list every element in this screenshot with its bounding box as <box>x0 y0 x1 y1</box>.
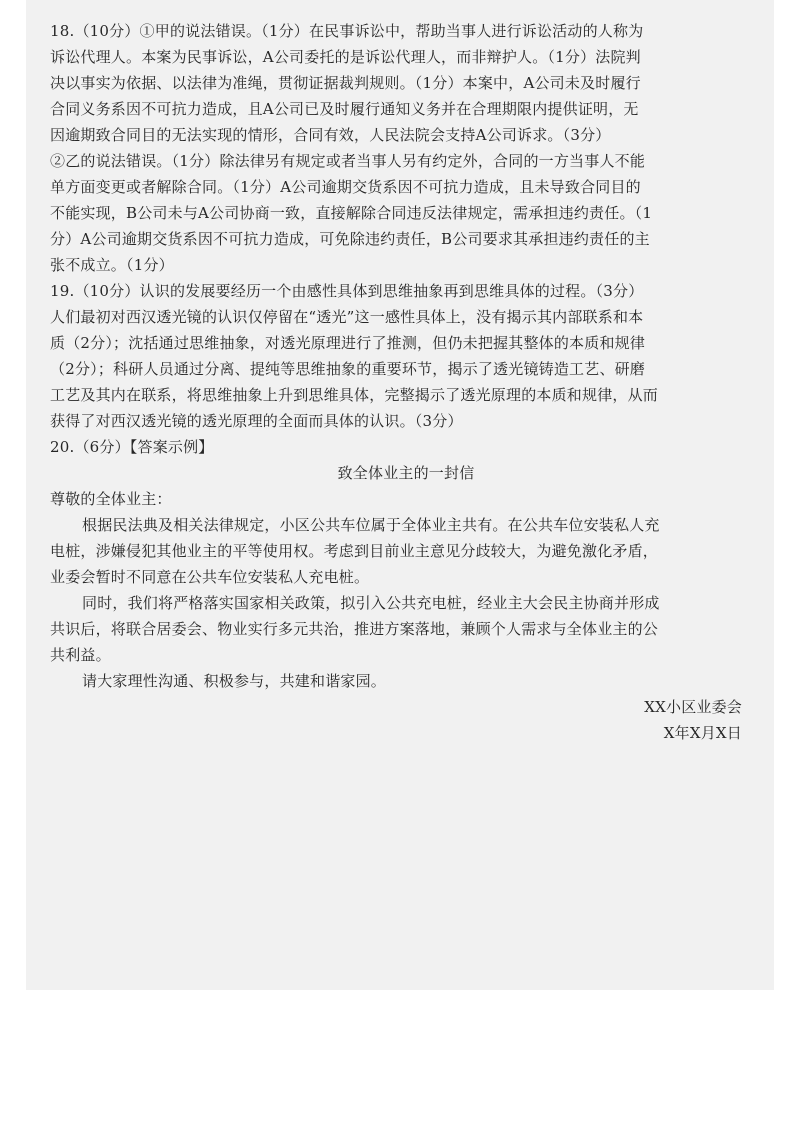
letter-paragraph-2 <box>50 590 762 668</box>
letter-salutation: 尊敬的全体业主： <box>50 490 172 508</box>
answer-18-line: ②乙的说法错误。（1分）除法律另有规定或者当事人另有约定外，合同的一方当事人不能 <box>50 152 646 170</box>
answer-19-line: 工艺及其内在联系，将思维抽象上升到思维具体，完整揭示了透光原理的本质和规律，从而 <box>50 386 659 404</box>
answer-18 <box>50 18 762 278</box>
letter-line: 根据民法典及相关法律规定，小区公共车位属于全体业主共有。在公共车位安装私人充 <box>82 516 660 534</box>
answer-19 <box>50 278 762 434</box>
letter-signature: XX小区业委会 <box>644 698 742 716</box>
letter-line: 共利益。 <box>50 646 111 664</box>
answer-20-heading: 20.（6分）【答案示例】 <box>50 438 214 456</box>
letter-line: 同时，我们将严格落实国家相关政策，拟引入公共充电桩，经业主大会民主协商并形成 <box>82 594 660 612</box>
answer-20 <box>50 434 762 746</box>
answer-19-line: 获得了对西汉透光镜的透光原理的全面而具体的认识。（3分） <box>50 412 463 430</box>
answer-18-line: 决以事实为依据、以法律为准绳，贯彻证据裁判规则。（1分）本案中，A公司未及时履行 <box>50 74 641 92</box>
answer-18-line: 分）A公司逾期交货系因不可抗力造成，可免除违约责任，B公司要求其承担违约责任的主 <box>50 230 650 248</box>
answer-18-line: 不能实现，B公司未与A公司协商一致，直接解除合同违反法律规定，需承担违约责任。（1 <box>50 204 653 222</box>
answer-18-line: 因逾期致合同目的无法实现的情形，合同有效，人民法院会支持A公司诉求。（3分） <box>50 126 611 144</box>
letter-line: 共识后，将联合居委会、物业实行多元共治，推进方案落地，兼顾个人需求与全体业主的公 <box>50 620 659 638</box>
answer-18-line: 张不成立。（1分） <box>50 256 174 274</box>
letter-paragraph-3 <box>50 668 762 694</box>
letter-date: X年X月X日 <box>663 724 742 742</box>
answer-19-line: 19.（10分）认识的发展要经历一个由感性具体到思维抽象再到思维具体的过程。（3分） <box>50 282 644 300</box>
letter-line: 请大家理性沟通、积极参与，共建和谐家园。 <box>82 672 387 690</box>
letter-paragraph-1 <box>50 512 762 590</box>
letter-title: 致全体业主的一封信 <box>337 464 475 482</box>
answer-18-line: 诉讼代理人。本案为民事诉讼，A公司委托的是诉讼代理人，而非辩护人。（1分）法院判 <box>50 48 641 66</box>
answer-19-line: 质（2分）；沈括通过思维抽象，对透光原理进行了推测，但仍未把握其整体的本质和规律 <box>50 334 646 352</box>
answer-18-line: 18.（10分）①甲的说法错误。（1分）在民事诉讼中，帮助当事人进行诉讼活动的人称为 <box>50 22 644 40</box>
answer-19-line: 人们最初对西汉透光镜的认识仅停留在“透光”这一感性具体上，没有揭示其内部联系和本 <box>50 308 644 326</box>
answer-19-line: （2分）；科研人员通过分离、提纯等思维抽象的重要环节，揭示了透光镜铸造工艺、研磨 <box>50 360 646 378</box>
answer-18-line: 合同义务系因不可抗力造成，且A公司已及时履行通知义务并在合理期限内提供证明，无 <box>50 100 639 118</box>
letter-line: 业委会暂时不同意在公共车位安装私人充电桩。 <box>50 568 370 586</box>
answer-content <box>50 18 762 746</box>
letter-line: 电桩，涉嫌侵犯其他业主的平等使用权。考虑到目前业主意见分歧较大，为避免激化矛盾， <box>50 542 659 560</box>
answer-18-line: 单方面变更或者解除合同。（1分）A公司逾期交货系因不可抗力造成，且未导致合同目的 <box>50 178 641 196</box>
